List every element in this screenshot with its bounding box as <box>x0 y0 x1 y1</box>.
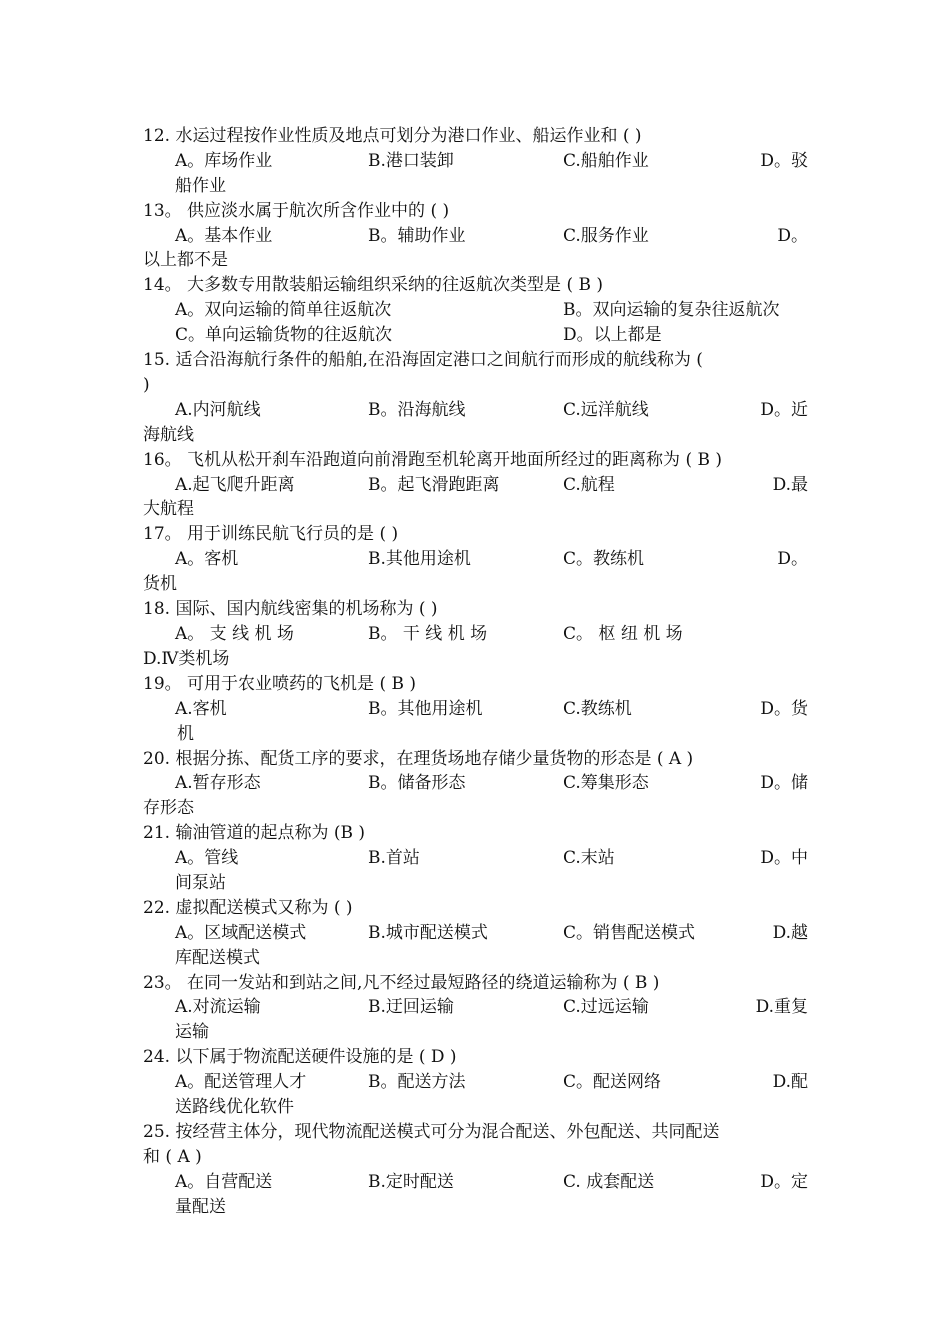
question-item <box>143 348 808 448</box>
option-text: D.最 <box>772 474 808 495</box>
question-item <box>143 896 808 971</box>
question-item <box>143 672 808 747</box>
option-text: C.服务作业 <box>563 225 649 246</box>
question-item <box>143 522 808 597</box>
question-line <box>143 473 808 498</box>
option-text: C。销售配送模式 <box>563 922 696 943</box>
question-text: 22. 虚拟配送模式又称为 ( ) <box>143 897 353 918</box>
option-text: 间泵站 <box>175 872 226 893</box>
question-stem <box>143 747 808 772</box>
question-line <box>143 921 808 946</box>
question-line <box>143 995 808 1020</box>
option-text: A。区域配送模式 <box>175 922 307 943</box>
option-text: B.定时配送 <box>368 1171 454 1192</box>
question-item <box>143 273 808 348</box>
question-line <box>143 149 808 174</box>
question-stem <box>143 597 808 622</box>
option-text: C.船舶作业 <box>563 150 649 171</box>
option-text: C. 成套配送 <box>563 1171 655 1192</box>
question-line <box>143 174 808 199</box>
option-text: D。储 <box>760 773 808 794</box>
question-text: 19。 可用于农业喷药的飞机是 ( B ) <box>143 673 417 694</box>
question-stem <box>143 821 808 846</box>
question-line <box>143 1020 808 1045</box>
question-line <box>143 946 808 971</box>
question-text: 14。 大多数专用散装船运输组织采纳的往返航次类型是 ( B ) <box>143 275 604 296</box>
option-text: 和 ( A ) <box>143 1146 202 1167</box>
option-text: A。双向运输的简单往返航次 <box>175 300 392 321</box>
option-text: 船作业 <box>175 175 226 196</box>
option-text: 运输 <box>175 1022 209 1043</box>
option-text: C.末站 <box>563 848 615 869</box>
option-text: B.城市配送模式 <box>368 922 488 943</box>
question-text: 18. 国际、国内航线密集的机场称为 ( ) <box>143 599 438 620</box>
option-text: 海航线 <box>143 424 194 445</box>
question-text: 25. 按经营主体分，现代物流配送模式可分为混合配送、外包配送、共同配送 <box>143 1122 720 1142</box>
question-line <box>143 224 808 249</box>
option-text: 机 <box>177 723 194 744</box>
option-text: B.其他用途机 <box>368 549 471 570</box>
question-stem <box>143 1120 808 1145</box>
option-text: D.越 <box>772 922 808 943</box>
option-text: C.筹集形态 <box>563 773 649 794</box>
option-text: B.港口装卸 <box>368 150 454 171</box>
question-stem <box>143 896 808 921</box>
option-text: B。沿海航线 <box>368 399 466 420</box>
option-text: 存形态 <box>143 798 194 819</box>
option-text: A.对流运输 <box>175 997 261 1018</box>
question-line <box>143 323 808 348</box>
option-text: B.迂回运输 <box>368 997 454 1018</box>
option-text: C.航程 <box>563 474 615 495</box>
question-line <box>143 622 808 647</box>
question-stem <box>143 971 808 996</box>
question-stem <box>143 199 808 224</box>
question-line <box>143 871 808 896</box>
option-text: C。单向运输货物的往返航次 <box>175 325 393 346</box>
option-text: D。以上都是 <box>563 325 662 346</box>
question-line <box>143 771 808 796</box>
question-line <box>143 298 808 323</box>
option-text: A.起飞爬升距离 <box>175 474 295 495</box>
option-text: C.教练机 <box>563 698 632 719</box>
option-text: B。配送方法 <box>368 1072 466 1093</box>
question-item <box>143 199 808 274</box>
question-text: 17。 用于训练民航飞行员的是 ( ) <box>143 524 399 545</box>
question-line <box>143 1095 808 1120</box>
question-stem <box>143 124 808 149</box>
question-text: 20. 根据分拣、配货工序的要求，在理货场地存储少量货物的形态是 ( A ) <box>143 748 694 769</box>
option-text: A。基本作业 <box>175 225 273 246</box>
question-line <box>143 722 808 747</box>
question-stem <box>143 448 808 473</box>
question-line <box>143 547 808 572</box>
question-line <box>143 1195 808 1220</box>
option-text: D.Ⅳ类机场 <box>143 648 230 669</box>
option-text: B。辅助作业 <box>368 225 466 246</box>
option-text: ) <box>143 374 150 395</box>
option-text: 送路线优化软件 <box>175 1097 294 1118</box>
option-text: B.首站 <box>368 848 420 869</box>
question-stem <box>143 672 808 697</box>
question-line <box>143 647 808 672</box>
question-text: 12. 水运过程按作业性质及地点可划分为港口作业、船运作业和 ( ) <box>143 126 642 146</box>
question-text: 21. 输油管道的起点称为 (B ) <box>143 823 366 844</box>
option-text: C.远洋航线 <box>563 399 649 420</box>
option-text: B。储备形态 <box>368 773 466 794</box>
option-text: C。配送网络 <box>563 1072 662 1093</box>
question-text: 13。 供应淡水属于航次所含作业中的 ( ) <box>143 200 450 221</box>
option-text: D。近 <box>760 399 808 420</box>
question-line <box>143 796 808 821</box>
option-text: A。自营配送 <box>175 1171 273 1192</box>
option-text: A.暂存形态 <box>175 773 261 794</box>
question-stem <box>143 273 808 298</box>
question-line <box>143 1170 808 1195</box>
option-text: D。中 <box>760 848 808 869</box>
question-text: 16。 飞机从松开刹车沿跑道向前滑跑至机轮离开地面所经过的距离称为 ( B ) <box>143 449 723 470</box>
question-line <box>143 248 808 273</box>
option-text: 以上都不是 <box>143 250 228 271</box>
question-line <box>143 572 808 597</box>
question-text: 15. 适合沿海航行条件的船舶,在沿海固定港口之间航行而形成的航线称为 ( <box>143 350 703 371</box>
option-text: A。管线 <box>175 848 239 869</box>
question-line <box>143 846 808 871</box>
option-text: D。 <box>777 225 808 246</box>
option-text: D。货 <box>760 698 808 719</box>
option-text: 大航程 <box>143 499 194 520</box>
option-text: A。 支 线 机 场 <box>175 623 294 644</box>
option-text: A.客机 <box>175 698 227 719</box>
option-text: 库配送模式 <box>175 947 260 968</box>
option-text: D。 <box>777 549 808 570</box>
question-line <box>143 423 808 448</box>
option-text: C.过远运输 <box>563 997 649 1018</box>
option-text: 量配送 <box>175 1196 226 1217</box>
question-item <box>143 747 808 822</box>
question-line <box>143 497 808 522</box>
option-text: 货机 <box>143 574 177 595</box>
question-item <box>143 971 808 1046</box>
question-item <box>143 124 808 199</box>
option-text: D。驳 <box>760 150 808 171</box>
option-text: D.配 <box>772 1072 808 1093</box>
option-text: A。配送管理人才 <box>175 1072 307 1093</box>
question-line <box>143 398 808 423</box>
option-text: D。定 <box>760 1171 808 1192</box>
option-text: A.内河航线 <box>175 399 261 420</box>
question-item <box>143 1045 808 1120</box>
question-item <box>143 1120 808 1220</box>
option-text: B。双向运输的复杂往返航次 <box>563 300 780 321</box>
option-text: B。起飞滑跑距离 <box>368 474 500 495</box>
option-text: A。客机 <box>175 549 239 570</box>
question-item <box>143 597 808 672</box>
question-line <box>143 1145 808 1170</box>
question-item <box>143 821 808 896</box>
question-stem <box>143 348 808 373</box>
option-text: D.重复 <box>755 997 808 1018</box>
question-line <box>143 697 808 722</box>
option-text: B。 干 线 机 场 <box>368 623 488 644</box>
option-text: A。库场作业 <box>175 150 273 171</box>
option-text: C。 枢 纽 机 场 <box>563 623 683 644</box>
question-text: 23。 在同一发站和到站之间,凡不经过最短路径的绕道运输称为 ( B ) <box>143 972 660 993</box>
option-text: B。其他用途机 <box>368 698 483 719</box>
question-line <box>143 373 808 398</box>
question-text: 24. 以下属于物流配送硬件设施的是 ( D ) <box>143 1047 457 1068</box>
option-text: C。教练机 <box>563 549 645 570</box>
question-item <box>143 448 808 523</box>
question-stem <box>143 522 808 547</box>
question-line <box>143 1070 808 1095</box>
question-stem <box>143 1045 808 1070</box>
